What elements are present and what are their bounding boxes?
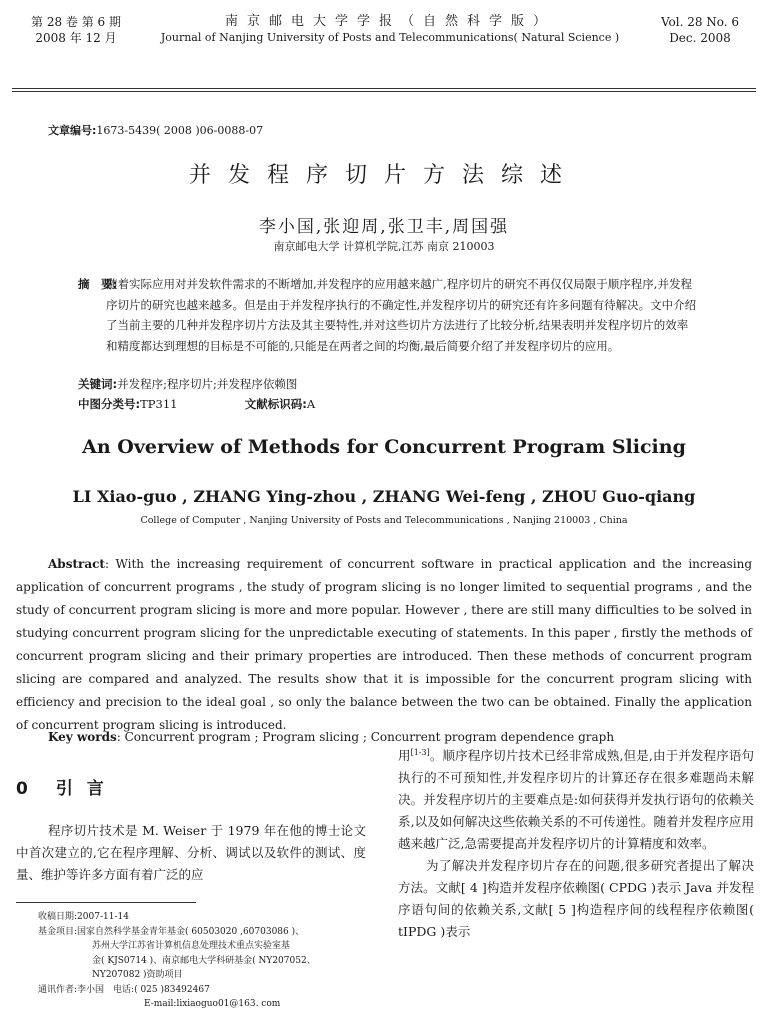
keywords-cn <box>78 376 297 392</box>
abstract-cn-label: 摘 要: <box>78 277 118 291</box>
fund-line: 苏州大学江苏省计算机信息处理技术重点实验室基 <box>92 941 291 951</box>
citation: [1-3] <box>410 748 430 757</box>
classification-cn <box>78 396 478 412</box>
abstract-cn-text: 随着实际应用对并发软件需求的不断增加,并发程序的应用越来越广,程序切片的研究不再仅仅局限于顺序程序,并发程序切片的研究也越来越多。但是由于并发程序执行的不确定性,并发程序切片的研究还有许多问题有待解决。文中介绍了当前主要的几种并发程序切片方法及其主要特性,并对这些切片方法进行了比较分析,结果表明并发程序切片的效率和精度都达到理想的目标是不可能的,只能是在两者之间的均衡,最后简要介绍了并发程序切片的应用。 <box>106 277 697 353</box>
header-rule-top <box>12 88 756 89</box>
issue-date-en: Dec. 2008 <box>669 31 731 45</box>
section-heading <box>16 774 108 799</box>
intro-left-column: 程序切片技术是 M. Weiser 于 1979 年在他的博士论文中首次建立的,它在程序理解、分析、调试以及软件的测试、度量、维护等许多方面有着广泛的应 <box>16 823 366 882</box>
affiliation-en: College of Computer , Nanjing University of Posts and Telecommunications , Nanjing 210003 , China <box>140 515 628 526</box>
keywords-en-text: : Concurrent program ; Program slicing ; Concurrent program dependence graph <box>116 730 615 744</box>
author-label: 通讯作者: <box>38 984 78 995</box>
keywords-cn-text: 并发程序;程序切片;并发程序依赖图 <box>117 377 298 391</box>
paragraph-text: 。顺序程序切片技术已经非常成熟,但是,由于并发程序语句执行的不可预知性,并发程序切片的计算还存在很多难题尚未解决。并发程序切片的主要难点是:如何获得并发执行语句的依赖关系,以及如何解决这些依赖关系的不可传递性。随着并发程序应用越来越广泛,急需要提高并发程序切片的计算精度和效率。 <box>398 748 754 852</box>
keywords-cn-label: 关键词: <box>78 377 118 391</box>
fund-line: 金( KJS0714 )、南京邮电大学科研基金( NY207052、 <box>92 955 316 966</box>
paragraph-text: 用 <box>398 748 411 764</box>
affiliation-cn: 南京邮电大学 计算机学院,江苏 南京 210003 <box>273 240 495 253</box>
article-number-label: 文章编号: <box>48 124 97 137</box>
intro-paragraph <box>398 742 754 855</box>
volume-issue: 第 28 卷 第 6 期 <box>31 15 121 29</box>
abstract-en-label: Abstract <box>48 557 105 571</box>
journal-name-cn: 南京邮电大学学报（自然科学版） <box>224 14 555 29</box>
section-title: 引 言 <box>55 779 108 799</box>
intro-paragraph: 为了解决并发程序切片存在的问题,很多研究者提出了解决方法。文献[ 4 ]构造并发程序依赖图( CPDG )表示 Java 并发程序语句间的依赖关系,文献[ 5 ]构造程序间的线程程序依赖图( tIPDG )表示 <box>398 858 754 940</box>
header-rule-bottom <box>12 91 756 92</box>
abstract-en <box>16 553 752 737</box>
footnote-rule <box>16 902 196 903</box>
author-email: E-mail:lixiaoguo01@163. com <box>144 999 281 1009</box>
author-contact: 李小国 电话:( 025 )83492467 <box>77 984 210 995</box>
issue-info-en <box>640 14 760 46</box>
title-cn: 并发程序切片方法综述 <box>188 163 579 188</box>
footnote-fund <box>38 925 368 940</box>
received-date: 2007-11-14 <box>77 912 129 922</box>
journal-name-en: Journal of Nanjing University of Posts and Telecommunications( Natural Science ) <box>160 31 620 44</box>
authors-en: LI Xiao-guo , ZHANG Ying-zhou , ZHANG Wei-feng , ZHOU Guo-qiang <box>72 487 696 506</box>
intro-right-column <box>398 742 754 943</box>
section-number: 0 <box>16 779 32 799</box>
title-en: An Overview of Methods for Concurrent Program Slicing <box>82 436 686 458</box>
received-label: 收稿日期: <box>38 912 78 922</box>
abstract-cn <box>78 274 698 356</box>
authors-cn: 李小国,张迎周,张卫丰,周国强 <box>258 217 510 237</box>
volume-issue-en: Vol. 28 No. 6 <box>660 15 740 29</box>
article-number <box>48 122 263 138</box>
abstract-en-text: : With the increasing requirement of concurrent software in practical application and the increasing application of concurrent programs , the study of program slicing is no longer limited to sequential programs , and the study of concurrent program slicing is more and more popular. However , there are still many difficulties to be solved in studying concurrent program slicing for the unpredictable executing of statements. In this paper , firstly the methods of concurrent program slicing and their primary properties are introduced. Then these methods of concurrent program slicing are compared and analyzed. The results show that it is impossible for the concurrent program slicing with efficiency and precision to the ideal goal , so only the balance between the two can be obtained. Finally the application of concurrent program slicing is introduced. <box>16 557 752 732</box>
footnote <box>38 910 368 1012</box>
issue-info <box>16 14 136 46</box>
doc-code-value: A <box>306 397 316 411</box>
clc-label: 中图分类号: <box>78 397 141 411</box>
fund-line: 国家自然科学基金青年基金( 60503020 ,60703086 )、 <box>77 926 305 937</box>
footnote-received <box>38 910 368 925</box>
doc-code-label: 文献标识码: <box>244 397 307 411</box>
fund-label: 基金项目: <box>38 926 78 937</box>
article-number-value: 1673-5439( 2008 )06-0088-07 <box>96 124 264 137</box>
footnote-author <box>38 983 368 998</box>
keywords-en-label: Key words <box>48 730 117 744</box>
issue-date: 2008 年 12 月 <box>35 31 117 45</box>
clc-value: TP311 <box>140 397 178 411</box>
fund-line: NY207082 )资助项目 <box>92 970 183 980</box>
